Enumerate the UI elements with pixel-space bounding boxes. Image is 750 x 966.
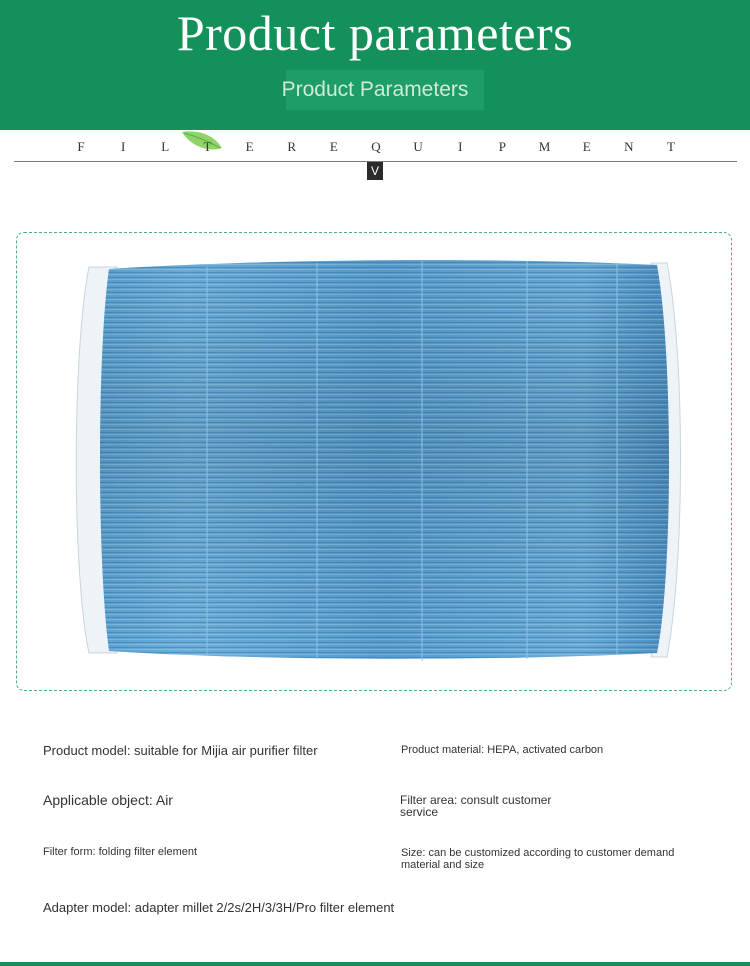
param-filter-area-line2: service	[400, 805, 439, 819]
header-banner	[0, 0, 750, 130]
param-product-material: Product material: HEPA, activated carbon	[401, 744, 604, 756]
banner-letter: L	[161, 139, 170, 154]
banner-letter: M	[538, 139, 551, 154]
banner-letter: E	[329, 139, 338, 154]
banner-letter: N	[624, 139, 634, 154]
param-applicable-object: Applicable object: Air	[43, 792, 173, 808]
page-title: Product parameters	[176, 5, 574, 61]
banner-letter: I	[458, 139, 463, 154]
banner-letter: I	[120, 139, 126, 154]
banner-letter: F	[77, 139, 85, 154]
banner-letter: E	[582, 139, 591, 154]
param-filter-area-line1: Filter area: consult customer	[400, 793, 552, 807]
banner-letter: T	[203, 139, 212, 154]
param-adapter-model: Adapter model: adapter millet 2/2s/2H/3/3H/Pro filter element	[43, 900, 395, 915]
param-size-line1: Size: can be customized according to customer demand	[401, 847, 675, 859]
hepa-filter-icon	[17, 233, 733, 692]
banner-letter: E	[245, 139, 254, 154]
param-filter-form: Filter form: folding filter element	[43, 846, 198, 858]
bottom-border	[0, 962, 750, 966]
param-size-line2: material and size	[401, 859, 485, 871]
filter-equipment-letters	[66, 139, 686, 159]
param-size	[401, 847, 674, 871]
banner-letter: R	[287, 139, 297, 154]
banner-letter: Q	[371, 139, 381, 154]
page-subtitle: Product Parameters	[281, 78, 469, 101]
product-image-frame	[16, 232, 732, 691]
banner-letter: U	[413, 139, 423, 154]
v-badge: V	[367, 162, 383, 180]
banner-letter: T	[666, 139, 675, 154]
param-product-model: Product model: suitable for Mijia air purifier filter	[43, 743, 318, 758]
param-filter-area	[400, 794, 551, 818]
banner-letter: P	[498, 139, 507, 154]
